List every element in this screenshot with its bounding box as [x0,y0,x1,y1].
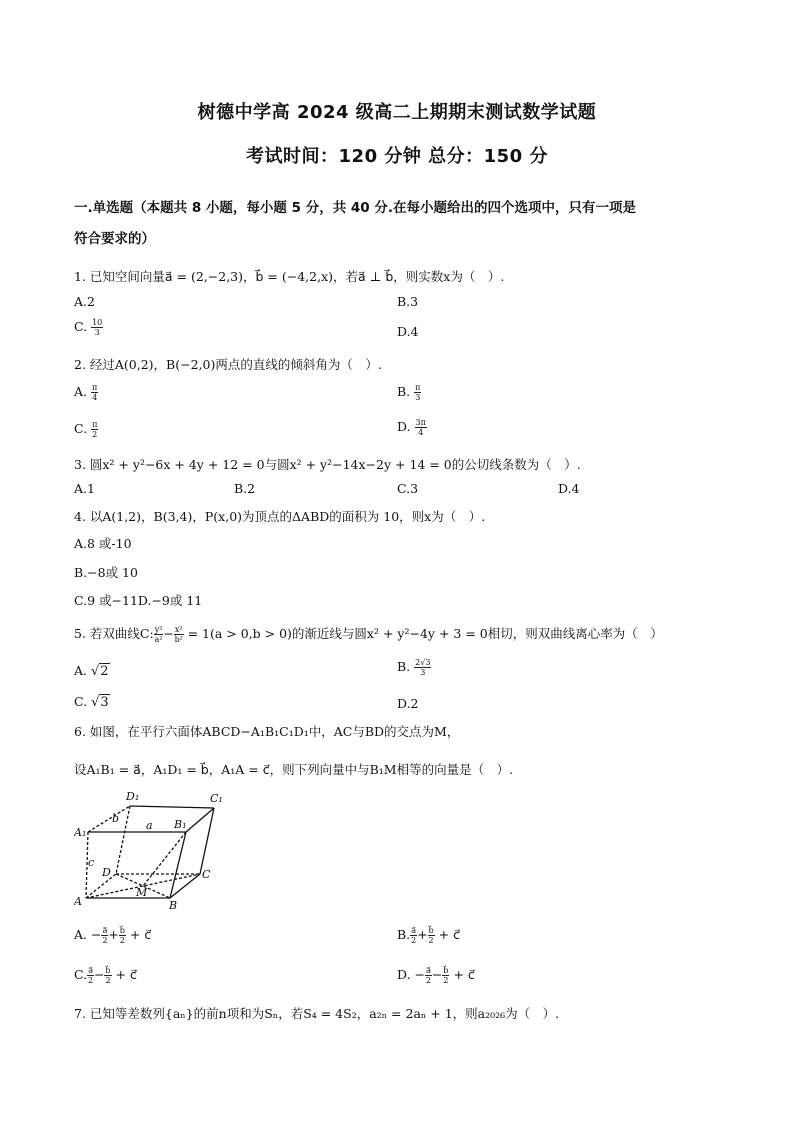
question-6-stem-line1: 6. 如图，在平行六面体ABCD−A₁B₁C₁D₁中，AC与BD的交点为M， [74,724,460,739]
q1-option-d: D.4 [397,324,419,339]
figure-label-vector-c: c [88,856,95,869]
figure-label-b: B [169,899,178,910]
figure-label-a: A [74,895,82,908]
question-7-stem: 7. 已知等差数列{aₙ}的前n项和为Sₙ，若S₄ = 4S₂，a₂ₙ = 2aₙ + 1，则a₂₀₂₆为（ ）. [74,1006,560,1021]
figure-label-a1: A₁ [74,826,87,839]
q1-option-c-prefix: C. [74,319,88,334]
q5-option-b: B. $\frac{2√3}{3}$ [397,658,431,677]
question-4-stem: 4. 以A(1,2)，B(3,4)，P(x,0)为顶点的ΔABD的面积为 10，则x为（ ）. [74,509,486,524]
q3-option-b: B.2 [234,481,256,496]
q5-fraction-x: $\frac{\text{x²}}{\text{b²}}$ [174,625,183,644]
q1-option-c [74,318,103,337]
q2-option-b-fraction: $\frac{\pi}{3}$ [415,383,421,402]
q6-option-a: A. − $\frac{a⃗}{2}$ + $\frac{b⃗}{2}$ + c⃗ [74,926,152,945]
q5-option-b-fraction: $\frac{2√3}{3}$ [415,658,431,677]
q2-option-a-fraction: $\frac{\pi}{4}$ [92,383,98,402]
q6-option-b: B. $\frac{a⃗}{2}$ + $\frac{b⃗}{2}$ + c⃗ [397,926,460,945]
q2-option-d: D. $\frac{3\pi}{4}$ [397,418,426,437]
q2-option-c: C. $\frac{\pi}{2}$ [74,420,98,439]
figure-label-m: M [136,886,148,899]
question-3-stem: 3. 圆x² + y²−6x + 4y + 12 = 0与圆x² + y²−14x−2y + 14 = 0的公切线条数为（ ）. [74,457,581,472]
question-6-stem-line2: 设A₁B₁ = a⃗，A₁D₁ = b⃗，A₁A = c⃗，则下列向量中与B₁M相等的向量是（ ）. [74,762,514,777]
figure-label-c1: C₁ [210,792,223,805]
q5-option-a: A. √2 [74,663,109,679]
figure-label-b1: B₁ [174,818,187,831]
figure-label-d: D [102,866,111,879]
q2-option-b: B. $\frac{\pi}{3}$ [397,383,421,402]
q6-option-d: D. − $\frac{a⃗}{2}$ − $\frac{b⃗}{2}$ + c⃗ [397,966,475,985]
parallelepiped-figure [74,788,234,910]
q4-option-a: A.8 或-10 [74,536,132,551]
q5-fraction-y: $\frac{\text{y²}}{\text{a²}}$ [154,625,163,644]
question-2-stem: 2. 经过A(0,2)，B(−2,0)两点的直线的倾斜角为（ ）. [74,357,382,372]
section-heading-line2: 符合要求的） [74,231,155,247]
q3-option-a: A.1 [74,481,95,496]
q1-option-c-fraction: $\frac{10}{3}$ [92,318,103,337]
q5-option-d: D.2 [397,696,419,711]
figure-label-c: C [202,868,211,881]
q5-option-c: C. √3 [74,694,109,710]
q3-option-d: D.4 [558,481,580,496]
q3-option-c: C.3 [397,481,419,496]
q1-option-b: B.3 [397,294,419,309]
figure-label-d1: D₁ [126,790,140,803]
q2-option-d-fraction: $\frac{3\pi}{4}$ [415,418,426,437]
q2-option-c-fraction: $\frac{\pi}{2}$ [92,420,98,439]
exam-subtitle: 考试时间：120 分钟 总分：150 分 [246,146,548,167]
q4-option-b: B.−8或 10 [74,565,138,580]
q6-option-c: C. $\frac{a⃗}{2}$ − $\frac{b⃗}{2}$ + c⃗ [74,966,137,985]
question-1-stem: 1. 已知空间向量a⃗ = (2,−2,3)，b⃗ = (−4,2,x)，若a⃗ ⊥ b⃗，则实数x为（ ）. [74,269,505,284]
question-5-stem: 5. 若双曲线C: $\frac{\text{y²}}{\text{a²}}$ − $\frac{\text{x²}}{\text{b²}}$ = 1(a > 0,b > 0)的渐近线与圆x² + y²−4y + 3 = 0相切，则双曲线离心率为（ ） [74,625,663,644]
figure-label-vector-a: a [146,819,153,832]
q2-option-a: A. $\frac{\pi}{4}$ [74,383,98,402]
q4-option-cd: C.9 或−11D.−9或 11 [74,593,203,608]
section-heading-line1: 一.单选题（本题共 8 小题，每小题 5 分，共 40 分.在每小题给出的四个选项中，只有一项是 [74,200,637,216]
q1-option-a: A.2 [74,294,95,309]
figure-label-vector-b: b [112,812,120,825]
exam-title: 树德中学高 2024 级高二上期期末测试数学试题 [197,102,597,123]
